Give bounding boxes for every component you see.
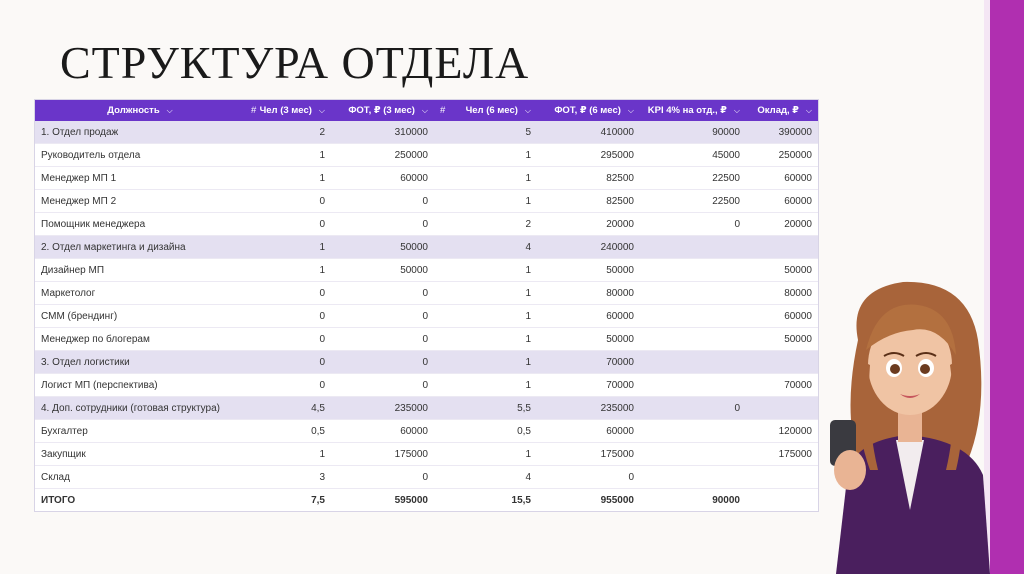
cell-payroll-6m: 240000 — [537, 236, 640, 259]
cell-salary: 120000 — [746, 420, 818, 443]
column-header-label: KPI 4% на отд., ₽ — [647, 105, 727, 116]
cell-people-3m: 1 — [245, 443, 331, 466]
cell-salary — [746, 397, 818, 420]
cell-salary — [746, 351, 818, 374]
department-table — [34, 99, 819, 512]
cell-kpi — [640, 236, 746, 259]
cell-people-6m: 4 — [434, 466, 537, 489]
cell-people-6m: 1 — [434, 167, 537, 190]
cell-payroll-6m: 955000 — [600, 494, 634, 506]
table-row — [35, 167, 818, 190]
chevron-down-icon[interactable]: ⌵ — [524, 106, 531, 115]
cell-people-6m: 1 — [434, 144, 537, 167]
cell-payroll-3m: 0 — [331, 282, 434, 305]
cell-position: Менеджер по блогерам — [35, 328, 245, 351]
cell-payroll-6m: 82500 — [537, 190, 640, 213]
cell-payroll-6m: 0 — [537, 466, 640, 489]
column-header-label: Чел (3 мес) — [259, 105, 312, 116]
cell-salary: 175000 — [746, 443, 818, 466]
cell-payroll-3m: 0 — [331, 305, 434, 328]
cell-kpi — [640, 351, 746, 374]
cell-payroll-3m: 595000 — [394, 494, 428, 506]
cell-kpi — [640, 374, 746, 397]
cell-position: Руководитель отдела — [35, 144, 245, 167]
cell-salary: 390000 — [746, 121, 818, 144]
column-header-salary[interactable] — [746, 100, 818, 121]
cell-position: 3. Отдел логистики — [35, 351, 245, 374]
table-row — [35, 420, 818, 443]
cell-people-6m: 0,5 — [434, 420, 537, 443]
cell-position: 2. Отдел маркетинга и дизайна — [35, 236, 245, 259]
cell-payroll-6m: 20000 — [537, 213, 640, 236]
cell-position: Дизайнер МП — [35, 259, 245, 282]
cell-people-3m: 0 — [245, 282, 331, 305]
cell-payroll-3m: 235000 — [331, 397, 434, 420]
cell-payroll-3m: 50000 — [331, 259, 434, 282]
table-row-group — [35, 121, 818, 144]
cell-salary: 250000 — [746, 144, 818, 167]
cell-position: Помощник менеджера — [35, 213, 245, 236]
cell-people-3m: 0 — [245, 213, 331, 236]
cell-salary: 60000 — [746, 190, 818, 213]
cell-position: СММ (брендинг) — [35, 305, 245, 328]
table-row — [35, 374, 818, 397]
cell-payroll-6m: 175000 — [537, 443, 640, 466]
cell-people-3m: 0 — [245, 305, 331, 328]
column-header-payroll-3m[interactable] — [331, 100, 434, 121]
cell-salary: 80000 — [746, 282, 818, 305]
table-row-group — [35, 236, 818, 259]
column-header-payroll-6m[interactable] — [537, 100, 640, 121]
cell-people-6m: 1 — [434, 328, 537, 351]
cell-people-3m: 0 — [245, 328, 331, 351]
chevron-down-icon[interactable]: ⌵ — [166, 106, 173, 115]
cell-people-6m: 1 — [434, 190, 537, 213]
cell-people-6m: 15,5 — [511, 494, 531, 506]
cell-kpi: 0 — [640, 397, 746, 420]
cell-people-6m: 1 — [434, 282, 537, 305]
cell-people-3m: 1 — [245, 167, 331, 190]
cell-position: 4. Доп. сотрудники (готовая структура) — [35, 397, 245, 420]
cell-kpi: 90000 — [712, 494, 740, 506]
cell-people-3m: 7,5 — [311, 494, 325, 506]
number-type-icon: # — [251, 105, 257, 116]
cell-kpi — [640, 259, 746, 282]
cell-position: 1. Отдел продаж — [35, 121, 245, 144]
table-row-group — [35, 351, 818, 374]
column-header-label: ФОТ, ₽ (3 мес) — [348, 105, 415, 116]
table-row — [35, 328, 818, 351]
table-row-total — [35, 489, 818, 512]
cell-people-3m: 0,5 — [245, 420, 331, 443]
cell-people-3m: 0 — [245, 190, 331, 213]
cell-people-6m: 1 — [434, 259, 537, 282]
table-row-group — [35, 397, 818, 420]
column-header-label: Чел (6 мес) — [465, 105, 518, 116]
table-row — [35, 144, 818, 167]
cell-position: Склад — [35, 466, 245, 489]
cell-people-3m: 1 — [245, 259, 331, 282]
cell-salary: 20000 — [746, 213, 818, 236]
cell-kpi: 90000 — [640, 121, 746, 144]
cell-salary: 50000 — [746, 328, 818, 351]
cell-payroll-3m: 175000 — [331, 443, 434, 466]
cell-kpi — [640, 282, 746, 305]
cell-payroll-3m: 0 — [331, 213, 434, 236]
cell-kpi: 22500 — [640, 167, 746, 190]
column-header-kpi[interactable] — [640, 100, 746, 121]
cell-salary: 60000 — [746, 167, 818, 190]
cell-position: Логист МП (перспектива) — [35, 374, 245, 397]
cell-payroll-6m: 410000 — [537, 121, 640, 144]
cell-kpi: 45000 — [640, 144, 746, 167]
table-row — [35, 190, 818, 213]
cell-payroll-6m: 70000 — [537, 351, 640, 374]
cell-salary: 70000 — [746, 374, 818, 397]
cell-kpi — [640, 328, 746, 351]
cell-position: ИТОГО — [41, 494, 76, 506]
cell-payroll-3m: 250000 — [331, 144, 434, 167]
table-row — [35, 282, 818, 305]
cell-payroll-6m: 60000 — [537, 305, 640, 328]
table-row — [35, 466, 818, 489]
cell-payroll-6m: 70000 — [537, 374, 640, 397]
cell-payroll-3m: 50000 — [331, 236, 434, 259]
cell-people-3m: 0 — [245, 351, 331, 374]
cell-payroll-6m: 235000 — [537, 397, 640, 420]
cell-position: Закупщик — [35, 443, 245, 466]
cell-payroll-6m: 50000 — [537, 259, 640, 282]
cell-payroll-6m: 50000 — [537, 328, 640, 351]
cell-position: Бухгалтер — [35, 420, 245, 443]
cell-people-3m: 1 — [245, 144, 331, 167]
cell-people-6m: 5,5 — [434, 397, 537, 420]
number-type-icon: # — [440, 105, 446, 116]
cell-people-6m: 4 — [434, 236, 537, 259]
cell-position: Менеджер МП 2 — [35, 190, 245, 213]
table-body — [35, 121, 818, 511]
column-header-position[interactable] — [35, 100, 245, 121]
cell-payroll-3m: 0 — [331, 351, 434, 374]
chevron-down-icon[interactable]: ⌵ — [733, 106, 740, 115]
page-title: СТРУКТУРА ОТДЕЛА — [60, 37, 530, 88]
column-header-label: ФОТ, ₽ (6 мес) — [554, 105, 621, 116]
cell-salary — [746, 466, 818, 489]
cell-people-6m: 2 — [434, 213, 537, 236]
cell-people-3m: 3 — [245, 466, 331, 489]
cell-salary: 60000 — [746, 305, 818, 328]
cell-people-6m: 1 — [434, 443, 537, 466]
cell-people-3m: 2 — [245, 121, 331, 144]
cell-payroll-6m: 60000 — [537, 420, 640, 443]
chevron-down-icon[interactable]: ⌵ — [421, 106, 428, 115]
cell-people-3m: 0 — [245, 374, 331, 397]
cell-people-3m: 4,5 — [245, 397, 331, 420]
cell-kpi — [640, 305, 746, 328]
cell-people-3m: 1 — [245, 236, 331, 259]
chevron-down-icon[interactable]: ⌵ — [627, 106, 634, 115]
cell-payroll-6m: 80000 — [537, 282, 640, 305]
cell-kpi — [640, 443, 746, 466]
cell-kpi — [640, 466, 746, 489]
cell-payroll-3m: 0 — [331, 374, 434, 397]
woman-with-phone-illustration — [818, 270, 998, 574]
chevron-down-icon[interactable]: ⌵ — [318, 106, 325, 115]
column-header-people-6m[interactable] — [434, 100, 537, 121]
column-header-label: Должность — [107, 105, 160, 116]
table-row — [35, 213, 818, 236]
cell-payroll-3m: 310000 — [331, 121, 434, 144]
cell-position: Менеджер МП 1 — [35, 167, 245, 190]
chevron-down-icon[interactable]: ⌵ — [805, 106, 812, 115]
cell-payroll-6m: 82500 — [537, 167, 640, 190]
cell-payroll-3m: 0 — [331, 328, 434, 351]
cell-people-6m: 1 — [434, 351, 537, 374]
cell-people-6m: 5 — [434, 121, 537, 144]
column-header-people-3m[interactable] — [245, 100, 331, 121]
cell-kpi: 22500 — [640, 190, 746, 213]
table-row — [35, 443, 818, 466]
cell-payroll-3m: 0 — [331, 190, 434, 213]
cell-kpi — [640, 420, 746, 443]
cell-payroll-3m: 60000 — [331, 420, 434, 443]
cell-people-6m: 1 — [434, 305, 537, 328]
cell-salary: 50000 — [746, 259, 818, 282]
cell-payroll-3m: 0 — [331, 466, 434, 489]
cell-position: Маркетолог — [35, 282, 245, 305]
cell-kpi: 0 — [640, 213, 746, 236]
table-row — [35, 305, 818, 328]
table-row — [35, 259, 818, 282]
table-header-row — [35, 100, 818, 121]
cell-salary — [746, 489, 818, 512]
cell-salary — [746, 236, 818, 259]
column-header-label: Оклад, ₽ — [757, 105, 799, 116]
cell-people-6m: 1 — [434, 374, 537, 397]
cell-payroll-6m: 295000 — [537, 144, 640, 167]
cell-payroll-3m: 60000 — [331, 167, 434, 190]
